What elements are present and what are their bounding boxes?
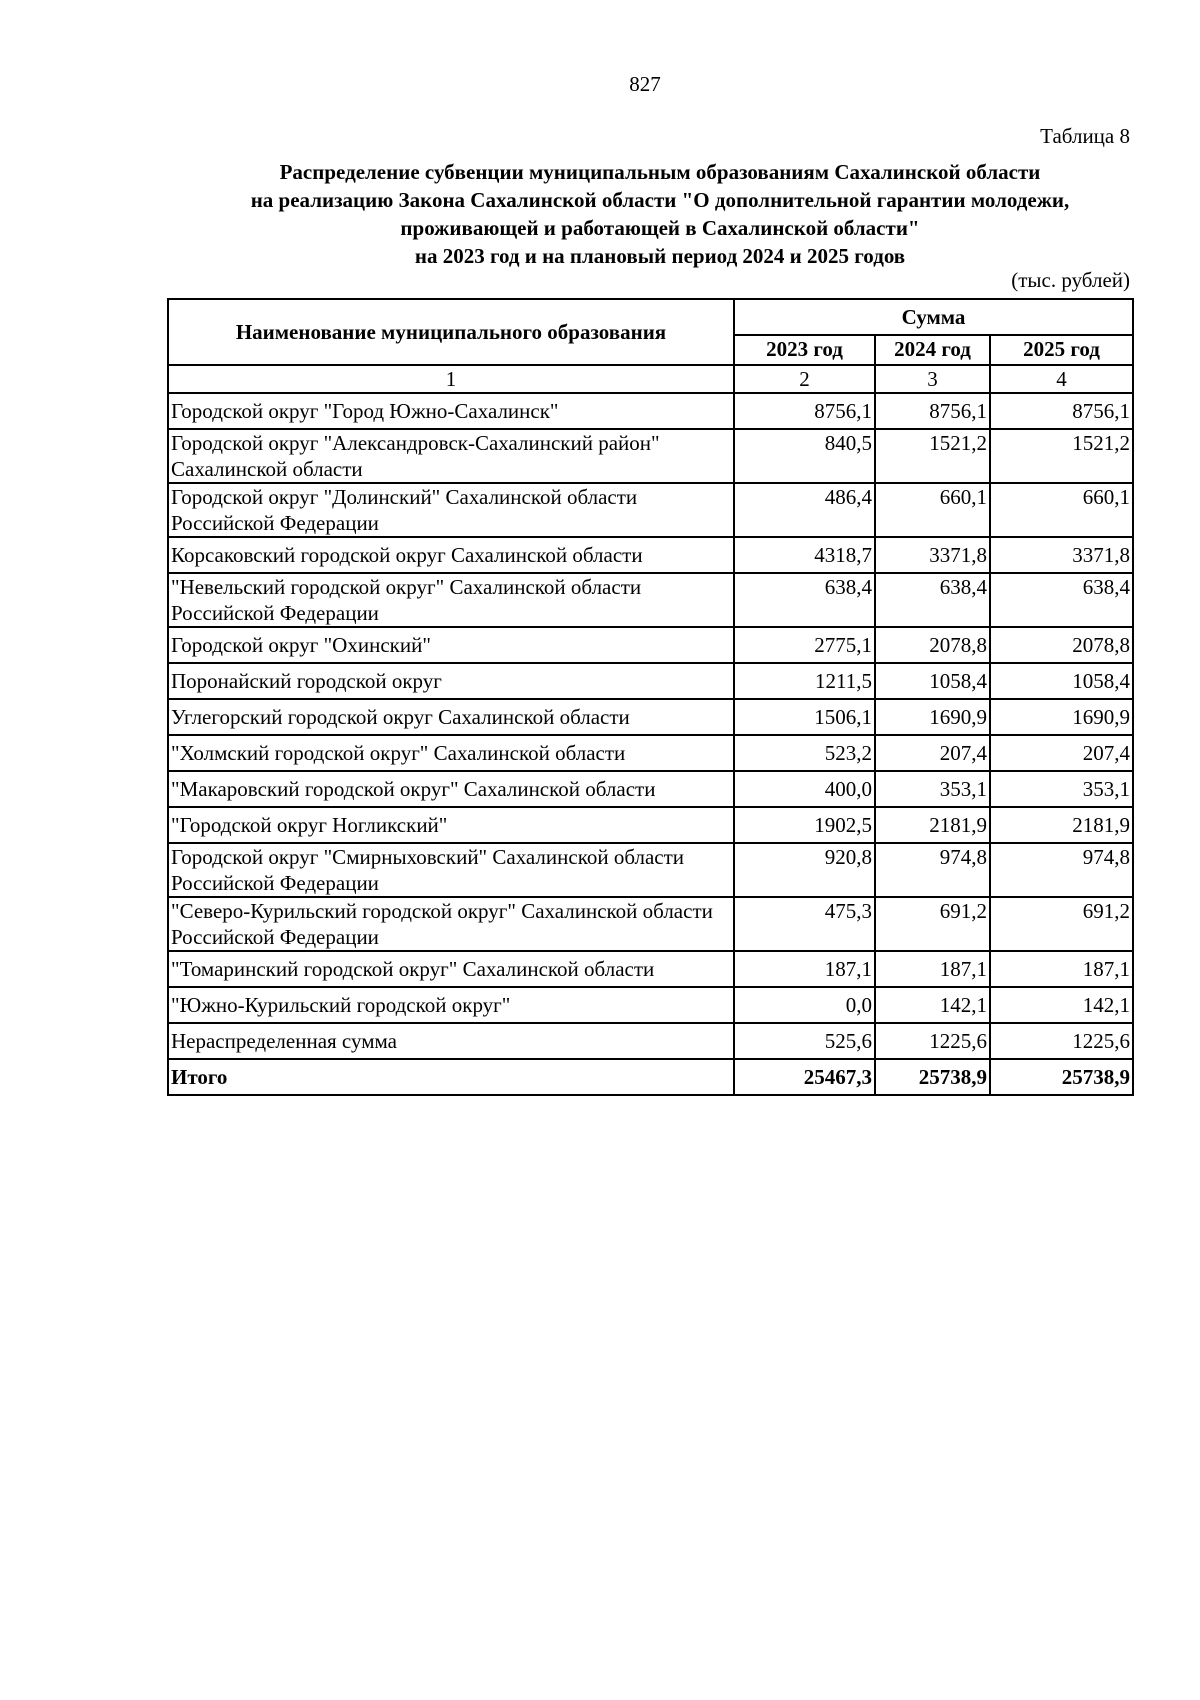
value-2023: 486,4 [734, 483, 875, 537]
value-2025: 1225,6 [990, 1023, 1133, 1059]
value-2025: 638,4 [990, 573, 1133, 627]
value-2024: 1690,9 [875, 699, 990, 735]
value-2025: 2181,9 [990, 807, 1133, 843]
total-2024: 25738,9 [875, 1059, 990, 1095]
value-2023: 525,6 [734, 1023, 875, 1059]
value-2024: 187,1 [875, 951, 990, 987]
table-row [168, 951, 1133, 987]
value-2024: 8756,1 [875, 393, 990, 429]
value-2024: 3371,8 [875, 537, 990, 573]
municipality-name: "Южно-Курильский городской округ" [168, 987, 734, 1023]
municipality-name: Поронайский городской округ [168, 663, 734, 699]
value-2025: 1690,9 [990, 699, 1133, 735]
value-2025: 660,1 [990, 483, 1133, 537]
table-row [168, 429, 1133, 483]
municipality-name: "Городской округ Ногликский" [168, 807, 734, 843]
value-2024: 2078,8 [875, 627, 990, 663]
municipality-name: "Северо-Курильский городской округ" Сахалинской области Российской Федерации [168, 897, 734, 951]
municipality-name: Нераспределенная сумма [168, 1023, 734, 1059]
municipality-name: Корсаковский городской округ Сахалинской области [168, 537, 734, 573]
table-row [168, 627, 1133, 663]
total-label: Итого [168, 1059, 734, 1095]
value-2024: 691,2 [875, 897, 990, 951]
value-2024: 638,4 [875, 573, 990, 627]
column-number: 1 [168, 365, 734, 393]
table-row [168, 897, 1133, 951]
value-2025: 142,1 [990, 987, 1133, 1023]
value-2025: 207,4 [990, 735, 1133, 771]
column-number: 3 [875, 365, 990, 393]
header-year-2023: 2023 год [734, 335, 875, 365]
value-2024: 353,1 [875, 771, 990, 807]
table-row [168, 537, 1133, 573]
value-2023: 638,4 [734, 573, 875, 627]
value-2025: 974,8 [990, 843, 1133, 897]
column-number: 2 [734, 365, 875, 393]
value-2024: 1058,4 [875, 663, 990, 699]
value-2023: 8756,1 [734, 393, 875, 429]
value-2023: 0,0 [734, 987, 875, 1023]
table-row [168, 699, 1133, 735]
title-line: на реализацию Закона Сахалинской области "О дополнительной гарантии молодежи, [250, 188, 1070, 212]
title-line: проживающей и работающей в Сахалинской области" [400, 216, 920, 240]
value-2024: 1225,6 [875, 1023, 990, 1059]
column-number: 4 [990, 365, 1133, 393]
value-2025: 2078,8 [990, 627, 1133, 663]
value-2025: 1058,4 [990, 663, 1133, 699]
table-row [168, 843, 1133, 897]
value-2024: 974,8 [875, 843, 990, 897]
value-2023: 1506,1 [734, 699, 875, 735]
title-line: Распределение субвенции муниципальным образованиям Сахалинской области [279, 160, 1041, 184]
value-2023: 1211,5 [734, 663, 875, 699]
value-2025: 691,2 [990, 897, 1133, 951]
municipality-name: Городской округ "Смирныховский" Сахалинской области Российской Федерации [168, 843, 734, 897]
value-2023: 4318,7 [734, 537, 875, 573]
value-2025: 353,1 [990, 771, 1133, 807]
table-row [168, 987, 1133, 1023]
header-sum: Сумма [734, 299, 1133, 335]
value-2024: 1521,2 [875, 429, 990, 483]
subsidy-table [167, 298, 1134, 1096]
table-row [168, 573, 1133, 627]
document-title [160, 158, 1160, 270]
table-body [168, 393, 1133, 1095]
header-year-2024: 2024 год [875, 335, 990, 365]
units-label: (тыс. рублей) [1011, 268, 1130, 292]
municipality-name: Углегорский городской округ Сахалинской области [168, 699, 734, 735]
table-row [168, 483, 1133, 537]
table-row [168, 393, 1133, 429]
value-2023: 840,5 [734, 429, 875, 483]
table-label: Таблица 8 [1040, 124, 1130, 148]
total-row [168, 1059, 1133, 1095]
value-2023: 1902,5 [734, 807, 875, 843]
municipality-name: "Холмский городской округ" Сахалинской области [168, 735, 734, 771]
municipality-name: Городской округ "Александровск-Сахалинский район" Сахалинской области [168, 429, 734, 483]
value-2025: 8756,1 [990, 393, 1133, 429]
page-number: 827 [629, 72, 661, 96]
header-name: Наименование муниципального образования [168, 299, 734, 365]
table-row [168, 1023, 1133, 1059]
municipality-name: Городской округ "Долинский" Сахалинской области Российской Федерации [168, 483, 734, 537]
value-2025: 1521,2 [990, 429, 1133, 483]
header-year-2025: 2025 год [990, 335, 1133, 365]
municipality-name: Городской округ "Охинский" [168, 627, 734, 663]
municipality-name: "Невельский городской округ" Сахалинской области Российской Федерации [168, 573, 734, 627]
total-2025: 25738,9 [990, 1059, 1133, 1095]
value-2023: 475,3 [734, 897, 875, 951]
value-2024: 207,4 [875, 735, 990, 771]
table-row [168, 735, 1133, 771]
table-row [168, 663, 1133, 699]
value-2025: 3371,8 [990, 537, 1133, 573]
value-2024: 660,1 [875, 483, 990, 537]
table-row [168, 771, 1133, 807]
value-2023: 2775,1 [734, 627, 875, 663]
value-2023: 920,8 [734, 843, 875, 897]
table-row [168, 807, 1133, 843]
municipality-name: "Макаровский городской округ" Сахалинской области [168, 771, 734, 807]
value-2023: 523,2 [734, 735, 875, 771]
value-2025: 187,1 [990, 951, 1133, 987]
total-2023: 25467,3 [734, 1059, 875, 1095]
municipality-name: Городской округ "Город Южно-Сахалинск" [168, 393, 734, 429]
value-2024: 2181,9 [875, 807, 990, 843]
title-line: на 2023 год и на плановый период 2024 и 2025 годов [414, 244, 906, 268]
municipality-name: "Томаринский городской округ" Сахалинской области [168, 951, 734, 987]
value-2023: 187,1 [734, 951, 875, 987]
value-2024: 142,1 [875, 987, 990, 1023]
value-2023: 400,0 [734, 771, 875, 807]
